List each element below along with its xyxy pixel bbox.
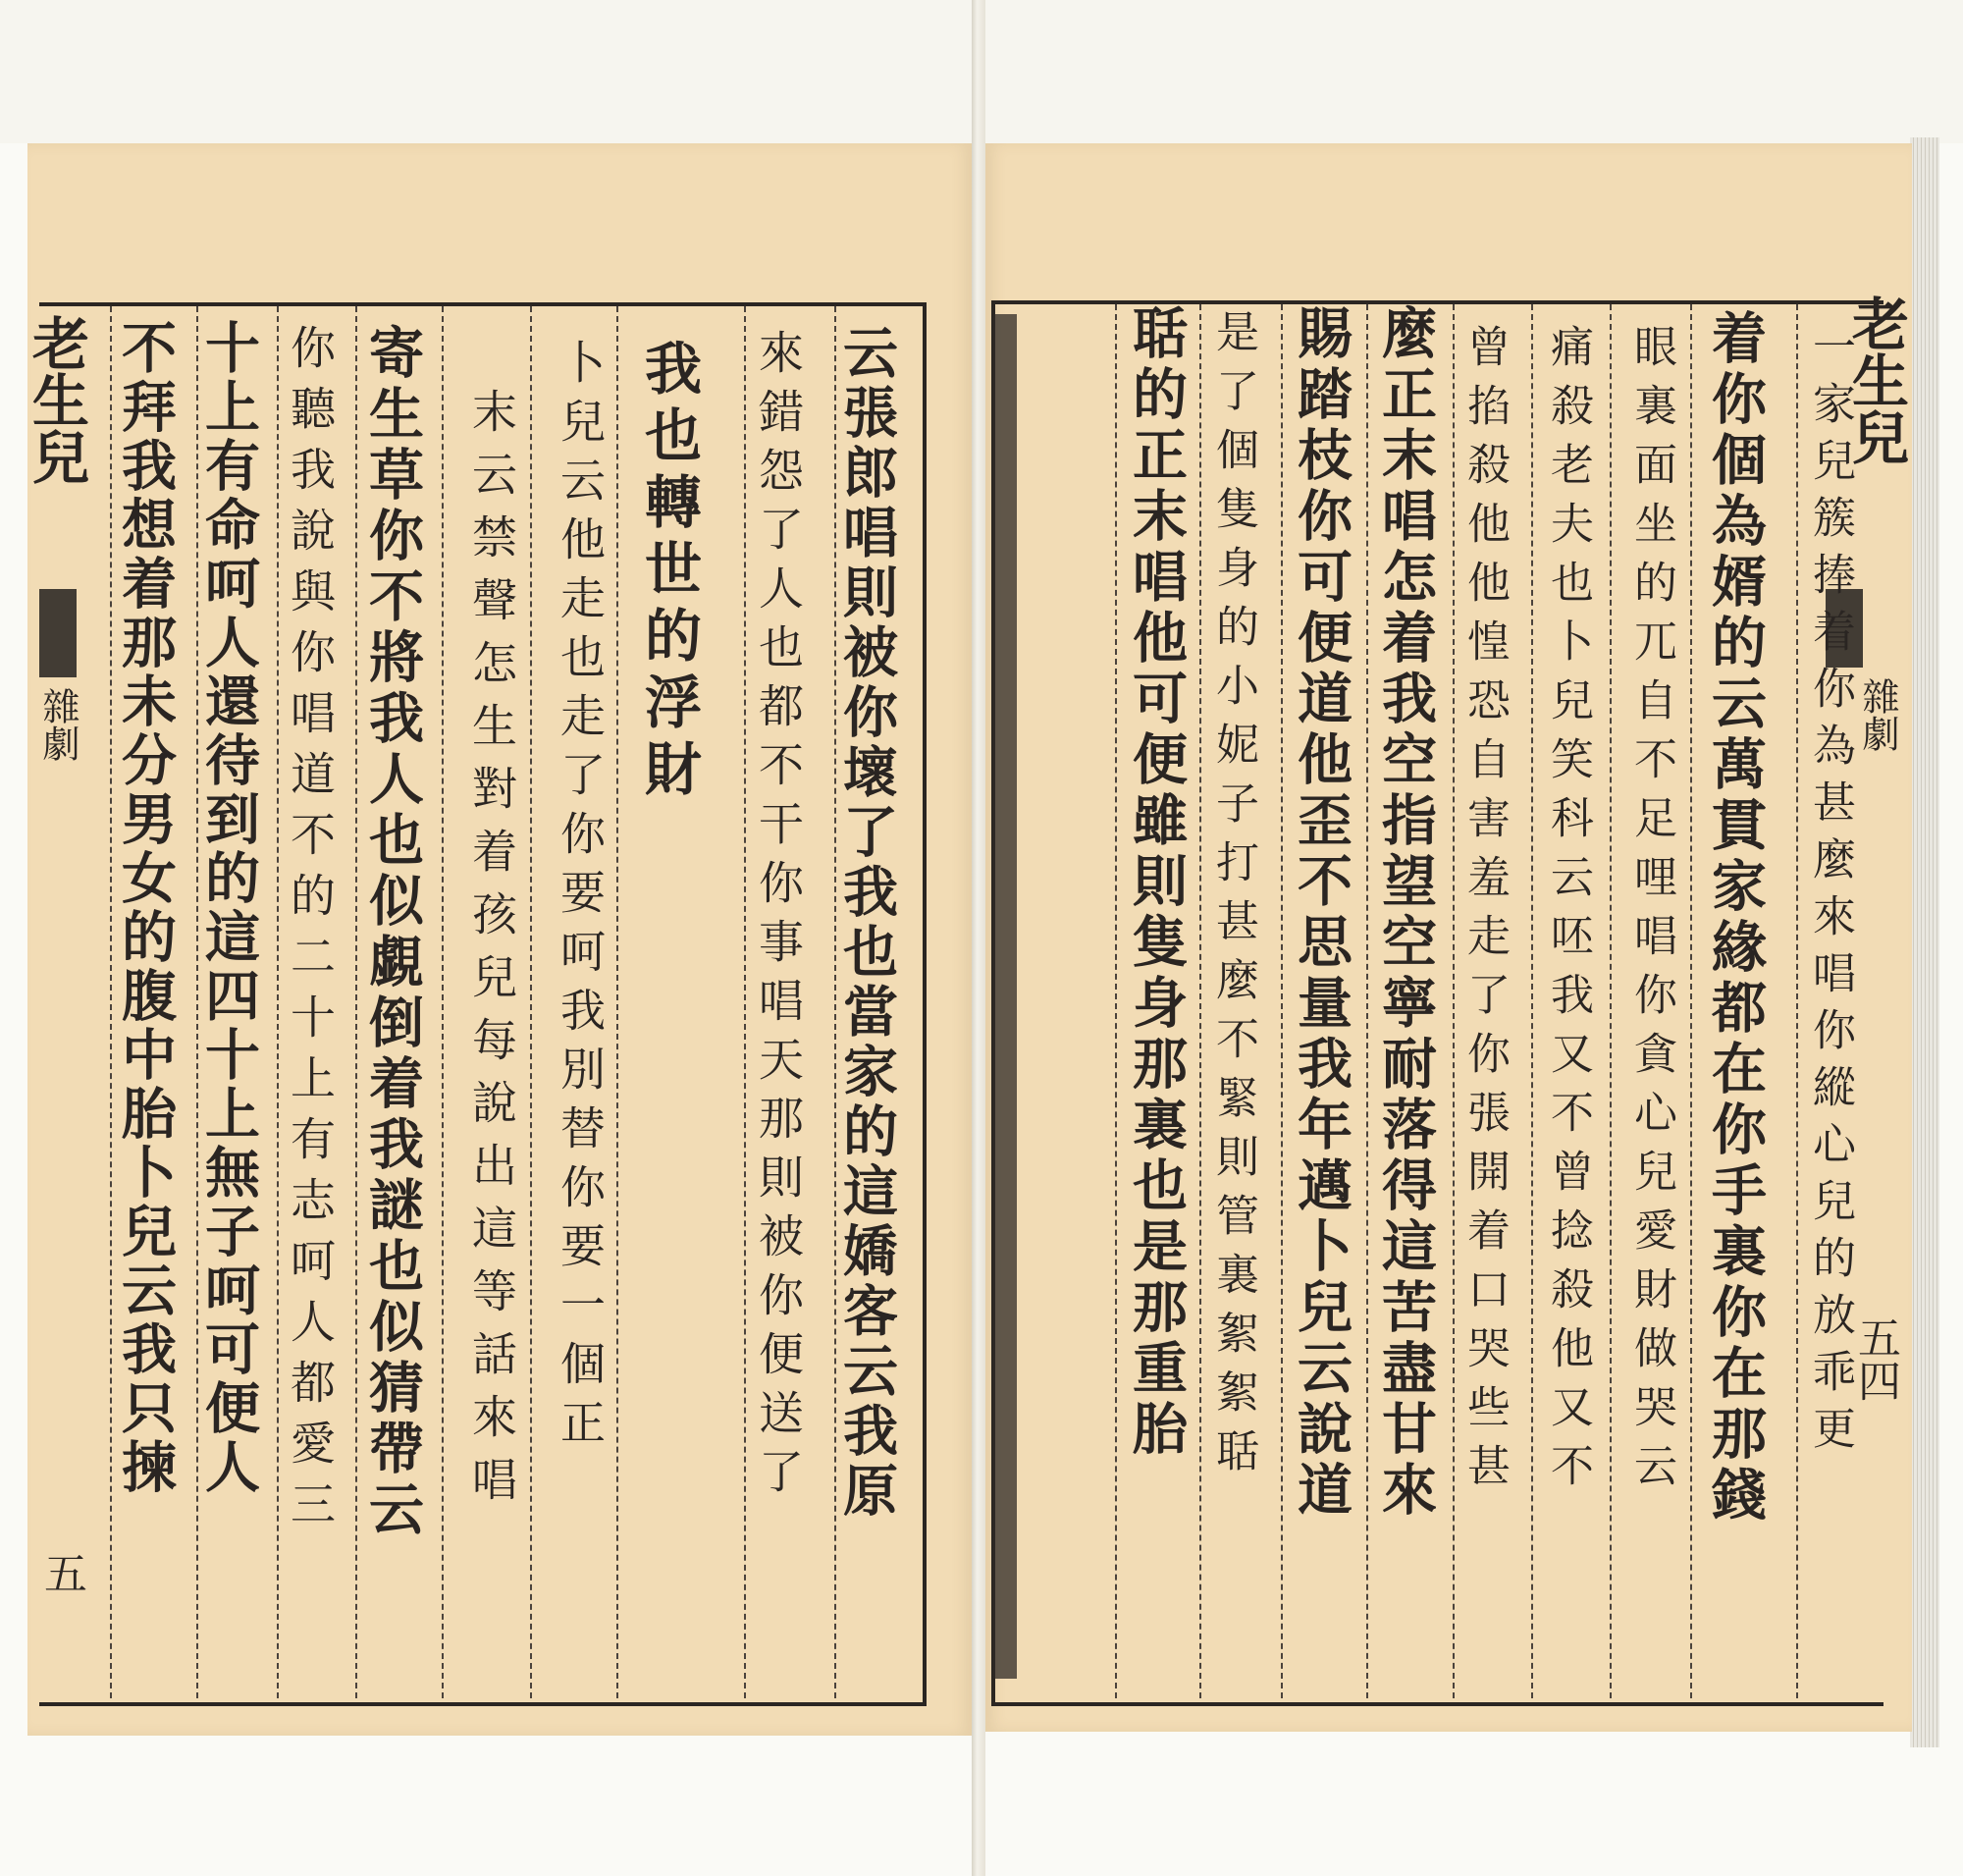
right-folio: 五四 (1850, 1315, 1900, 1402)
left-column-3: 我也轉世的浮財 (635, 339, 702, 806)
right-column-9: 聒的正末唱他可便雖則隻身那裏也是那重胎 (1124, 304, 1189, 1461)
column-rule (1610, 304, 1612, 1698)
left-book-genre: 雜劇 (36, 687, 80, 762)
column-rule (110, 306, 112, 1698)
left-column-8: 十上有命呵人還待到的這四十上無子呵可便人 (196, 319, 261, 1497)
column-rule (744, 306, 746, 1698)
left-fishtail-band (39, 589, 77, 677)
book-spine (972, 0, 985, 1876)
column-rule (616, 306, 618, 1698)
right-column-8: 是了個隻身的小妮子打甚麼不緊則管裏絮絮聒 (1208, 309, 1258, 1487)
left-folio: 五 (36, 1551, 86, 1594)
column-rule (442, 306, 444, 1698)
right-column-4: 痛殺老夫也卜兒笑科云呸我又不曾捻殺他又不 (1543, 324, 1593, 1502)
column-rule (277, 306, 279, 1698)
column-rule (355, 306, 357, 1698)
column-rule (1690, 304, 1692, 1698)
left-column-5: 末云禁聲怎生對着孩兒每說出這等話來唱 (465, 388, 518, 1519)
right-book-genre: 雜劇 (1856, 677, 1899, 752)
column-rule (1199, 304, 1201, 1698)
column-rule (1796, 304, 1798, 1698)
right-column-7: 賜踏枝你可便道他歪不思量我年邁卜兒云說道 (1289, 304, 1353, 1522)
column-rule (1453, 304, 1455, 1698)
right-column-6: 麼正末唱怎着我空指望空寧耐落得這苦盡甘來 (1373, 304, 1438, 1522)
left-column-6: 寄生草你不將我人也似覷倒着我謎也似猜帶云 (360, 324, 425, 1541)
column-rule (1366, 304, 1368, 1698)
right-column-5: 曾掐殺他他惶恐自害羞走了你張開着口哭些甚 (1459, 324, 1510, 1502)
right-column-3: 眼裏面坐的兀自不足哩唱你貪心兒愛財做哭云 (1626, 324, 1676, 1502)
page-edges (1910, 137, 1939, 1747)
left-column-9: 不拜我想着那未分男女的腹中胎卜兒云我只揀 (113, 319, 178, 1497)
right-column-1: 一家兒簇捧着你為甚麼來唱你縱心兒的放乖更 (1805, 324, 1855, 1463)
left-book-title: 老生兒 (23, 314, 89, 485)
column-rule (1531, 304, 1533, 1698)
left-column-4: 卜兒云他走也走了你要呵我別替你要一個正 (554, 339, 607, 1458)
right-page-worn-edge (993, 314, 1017, 1679)
left-column-2: 來錯怨了人也都不干你事唱天那則被你便送了 (752, 329, 805, 1507)
left-column-7: 你聽我說與你唱道不的二十上有志呵人都愛三 (284, 324, 337, 1541)
column-rule (1281, 304, 1283, 1698)
left-column-1: 云張郎唱則被你壞了我也當家的這嬌客云我原 (834, 324, 899, 1522)
column-rule (530, 306, 532, 1698)
right-column-2: 着你個為婿的云萬貫家緣都在你手裏你在那錢 (1703, 309, 1768, 1527)
column-rule (1115, 304, 1117, 1698)
right-book-title: 老生兒 (1842, 295, 1909, 465)
